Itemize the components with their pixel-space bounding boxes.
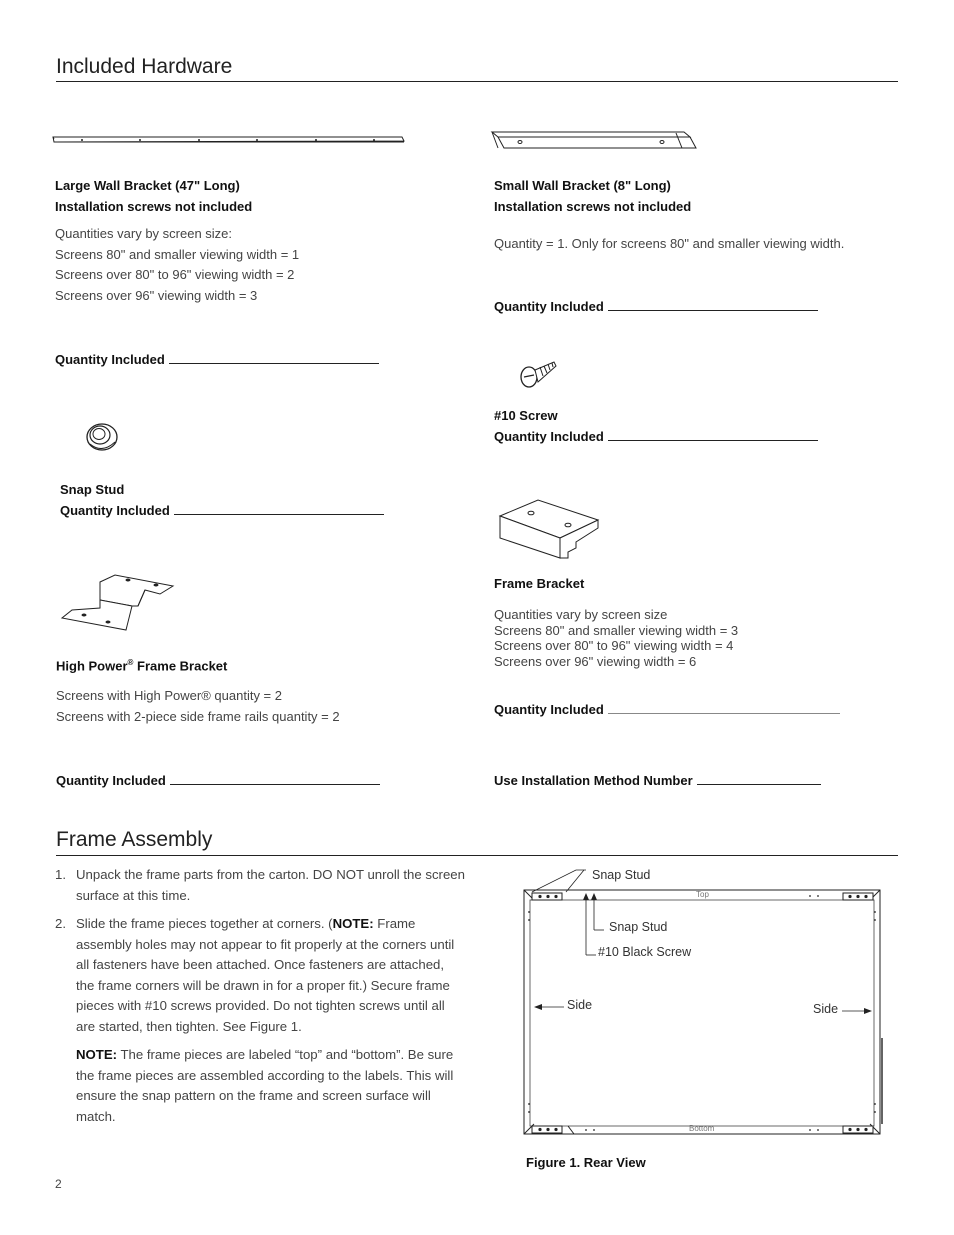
large-bracket-desc-line: Screens over 80" to 96" viewing width = 2 — [55, 267, 295, 282]
installation-method-label: Use Installation Method Number — [494, 773, 693, 788]
small-bracket-subtitle: Installation screws not included — [494, 199, 692, 214]
small-bracket-title: Small Wall Bracket (8" Long) — [494, 178, 671, 193]
frame-bracket-title: Frame Bracket — [494, 576, 585, 591]
step-number: 2. — [55, 916, 66, 931]
figure-label-snap-stud: Snap Stud — [592, 868, 651, 882]
frame-bracket-desc-line: Screens 80" and smaller viewing width = 3 — [494, 622, 739, 638]
quantity-blank-field — [170, 771, 380, 785]
step-text: Slide the frame pieces together at corners. ( — [76, 916, 333, 931]
large-bracket-desc-line: Screens over 96" viewing width = 3 — [55, 287, 258, 303]
frame-bracket-quantity-row — [494, 700, 840, 717]
large-bracket-desc-line: Screens 80" and smaller viewing width = 1 — [55, 246, 300, 262]
quantity-label: Quantity Included — [60, 502, 170, 518]
assembly-step — [55, 914, 465, 1037]
high-power-quantity-row — [56, 771, 380, 788]
installation-method-row — [494, 771, 821, 788]
figure-label-top: Top — [696, 890, 709, 899]
quantity-label: Quantity Included — [494, 702, 604, 717]
screw-icon — [518, 358, 560, 390]
section-divider — [56, 81, 898, 82]
figure-caption: Figure 1. Rear View — [526, 1155, 646, 1170]
high-power-title — [56, 658, 227, 673]
step-number: 1. — [55, 867, 66, 882]
large-bracket-subtitle: Installation screws not included — [55, 199, 253, 214]
installation-method-blank-field — [697, 771, 821, 785]
large-wall-bracket-illustration — [52, 133, 407, 147]
small-bracket-quantity-row — [494, 297, 818, 314]
high-power-desc-line: Screens with High Power® quantity = 2 — [56, 688, 282, 703]
quantity-blank-field — [608, 427, 818, 441]
frame-bracket-desc-line: Screens over 80" to 96" viewing width = 4 — [494, 638, 734, 653]
large-bracket-title: Large Wall Bracket (47" Long) — [55, 178, 240, 193]
screw-title: #10 Screw — [494, 408, 558, 423]
figure-label-side-right: Side — [813, 1002, 839, 1016]
assembly-steps-list — [55, 865, 465, 1037]
quantity-blank-field — [174, 501, 384, 515]
high-power-desc-line: Screens with 2-piece side frame rails quantity = 2 — [56, 708, 340, 724]
section-title-included-hardware: Included Hardware — [56, 55, 233, 78]
quantity-label: Quantity Included — [55, 352, 165, 367]
quantity-label: Quantity Included — [494, 299, 604, 314]
assembly-step — [55, 865, 465, 906]
figure-label-bottom: Bottom — [689, 1124, 715, 1133]
small-wall-bracket-illustration — [490, 128, 702, 154]
snap-stud-title: Snap Stud — [60, 482, 125, 497]
snap-stud-icon — [82, 418, 122, 454]
figure-label-black-screw: #10 Black Screw — [598, 945, 692, 959]
figure-label-side-left: Side — [567, 998, 593, 1012]
high-power-title-rest: Frame Bracket — [133, 658, 228, 674]
section-divider — [56, 855, 898, 856]
note-label: NOTE: — [332, 916, 374, 931]
figure-label-snap-stud: Snap Stud — [609, 920, 668, 934]
high-power-title-text: High Power — [56, 658, 128, 674]
note-label: NOTE: — [76, 1047, 118, 1062]
quantity-label: Quantity Included — [494, 429, 604, 444]
frame-bracket-illustration — [496, 498, 604, 562]
small-bracket-desc: Quantity = 1. Only for screens 80" and smaller viewing width. — [494, 236, 845, 251]
large-bracket-desc-line: Quantities vary by screen size: — [55, 226, 233, 241]
frame-bracket-desc-line: Quantities vary by screen size — [494, 607, 668, 622]
quantity-label: Quantity Included — [56, 773, 166, 788]
step-text: Frame assembly holes may not appear to fit properly at the corners until all fasteners have been attached. Once fasteners are attached, the frame corners will be drawn in for a proper fit.) Secure frame pieces with #10 screws provided. Do not tighten screws until all are started, then tighten. See Figure 1. — [76, 916, 455, 1034]
large-bracket-quantity-row — [55, 350, 379, 367]
frame-bracket-desc-line: Screens over 96" viewing width = 6 — [494, 653, 697, 669]
quantity-blank-field — [169, 350, 379, 364]
registered-mark: ® — [127, 658, 134, 667]
note-text: The frame pieces are labeled “top” and “bottom”. Be sure the frame pieces are assembled according to the labels. This will ensure the snap pattern on the frame and screen surface will match. — [76, 1047, 454, 1124]
screw-quantity-row — [494, 426, 818, 447]
snap-stud-quantity-row — [60, 501, 384, 522]
page-number: 2 — [55, 1177, 62, 1191]
note-block — [55, 1045, 465, 1127]
section-title-frame-assembly: Frame Assembly — [56, 828, 213, 851]
quantity-blank-field — [608, 297, 818, 311]
high-power-frame-bracket-illustration — [60, 572, 178, 634]
quantity-blank-field — [608, 700, 840, 714]
step-text: Unpack the frame parts from the carton. DO NOT unroll the screen surface at this time. — [76, 867, 465, 903]
